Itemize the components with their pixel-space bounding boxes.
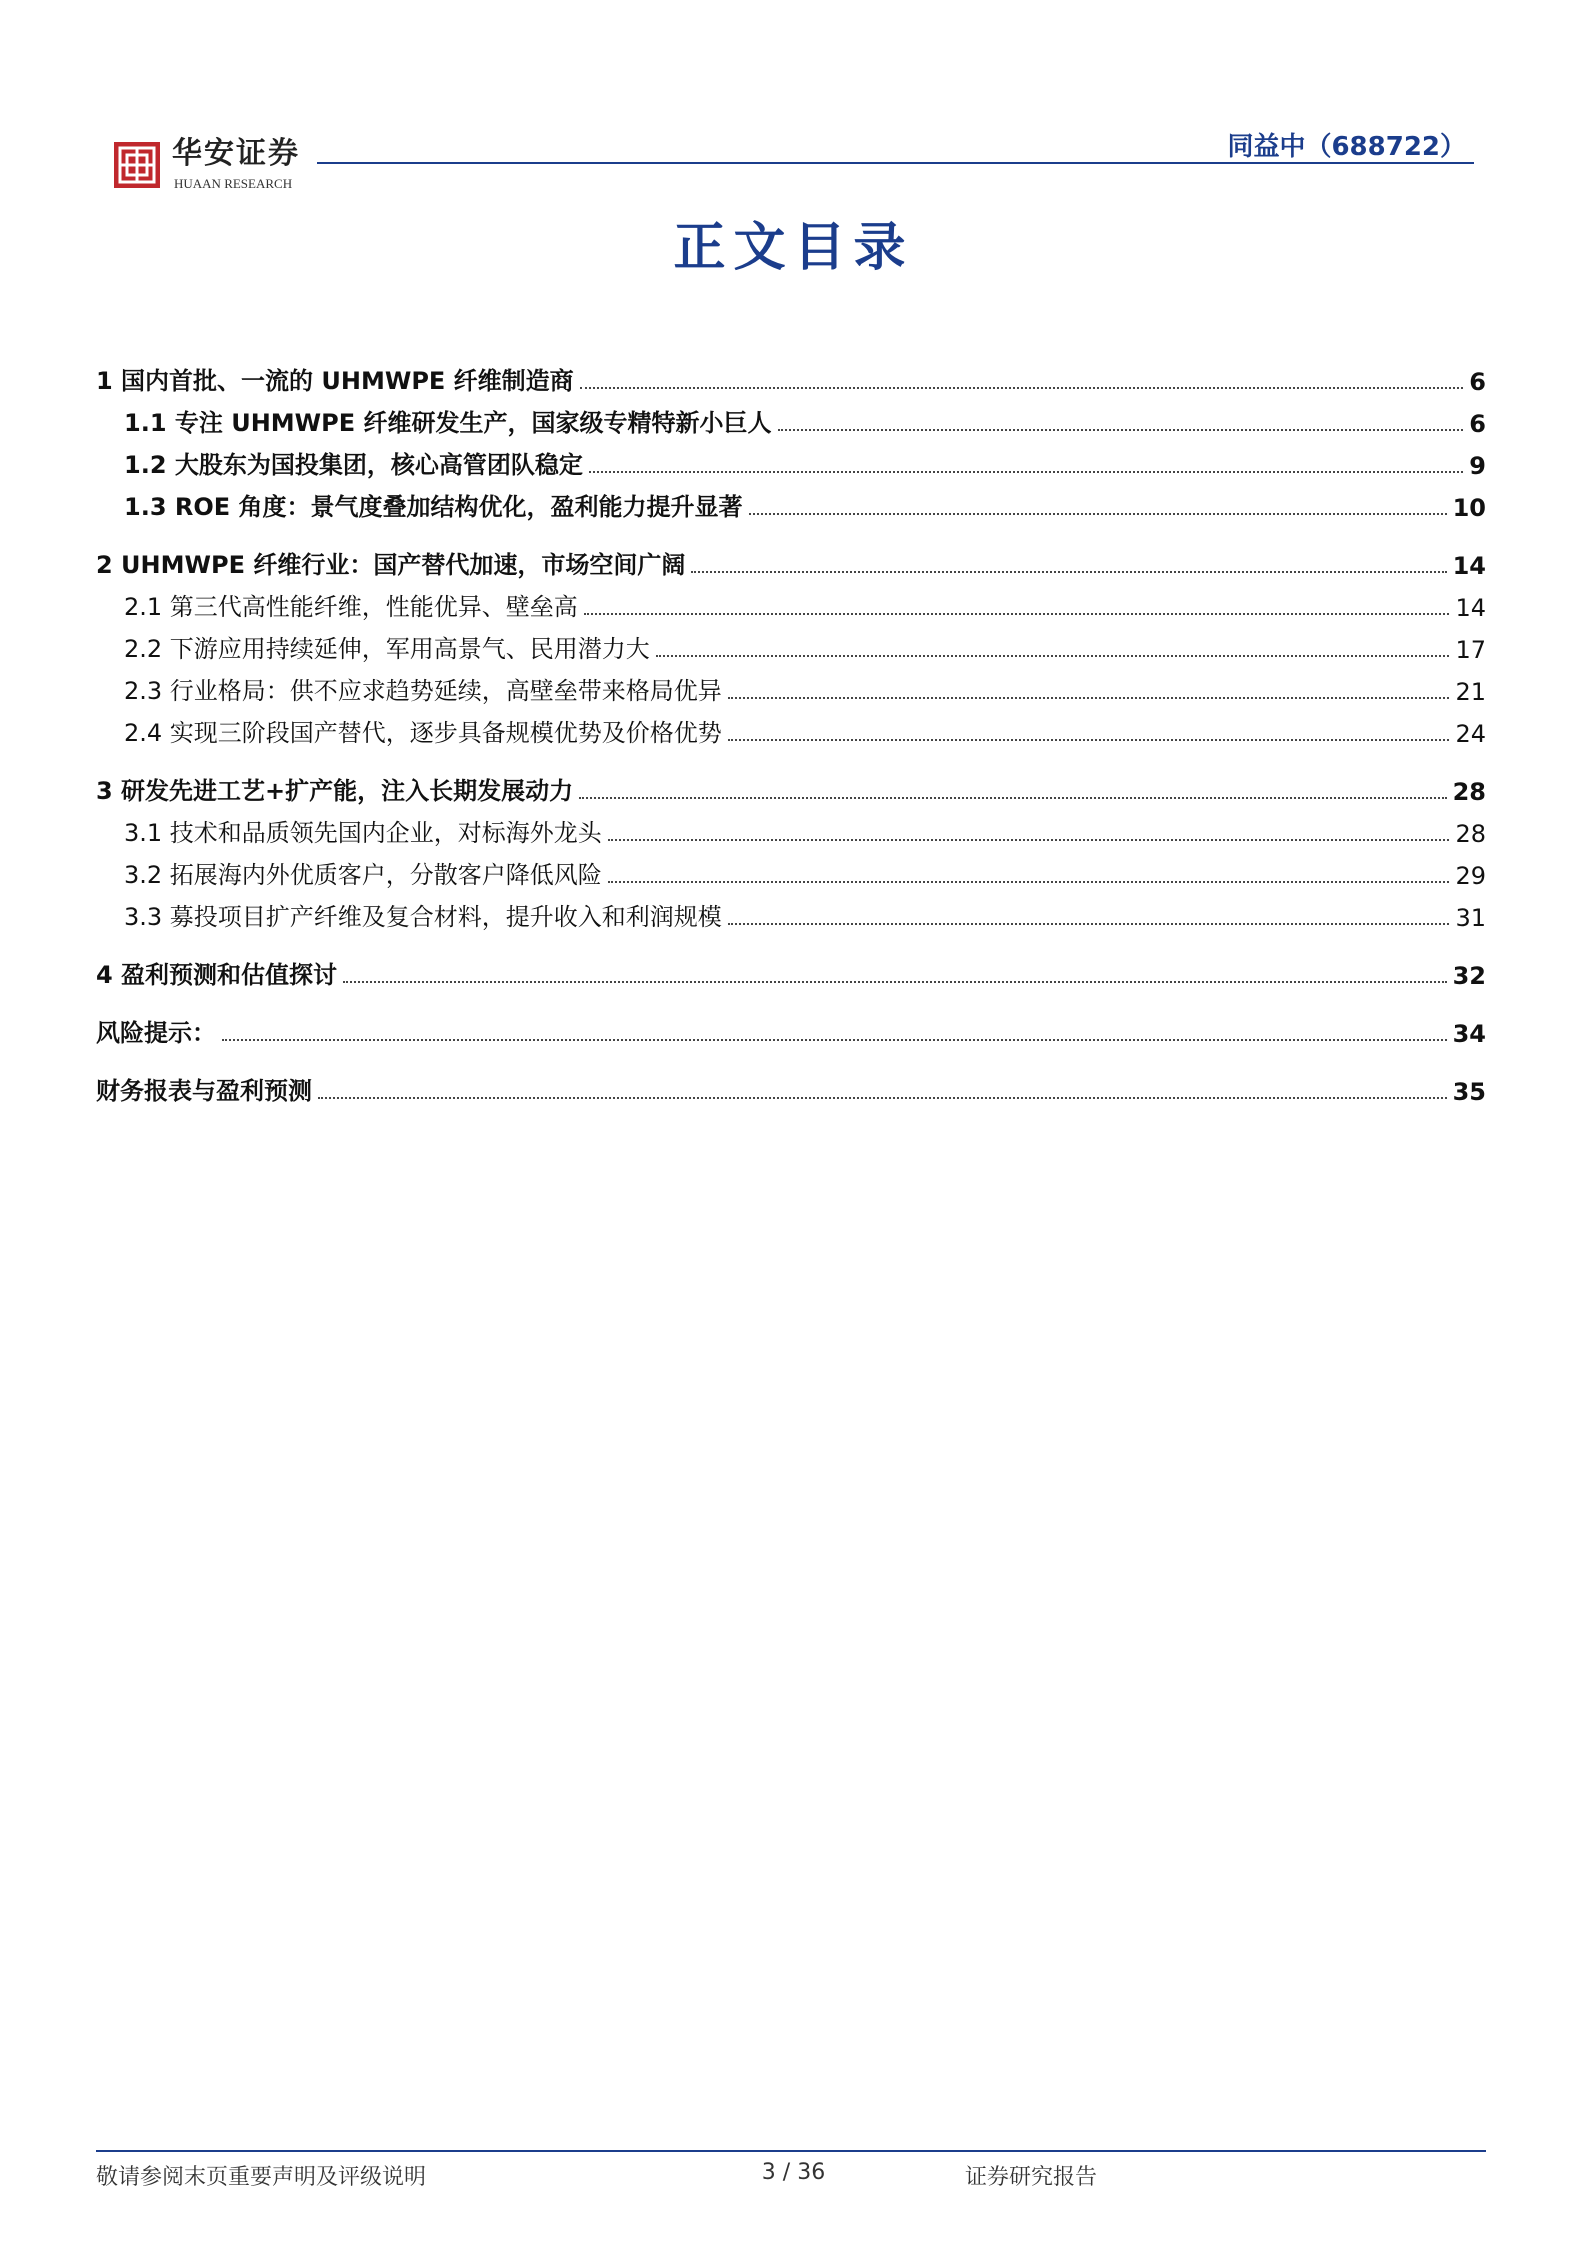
toc-entry-title: 1 国内首批、一流的 UHMWPE 纤维制造商 bbox=[96, 367, 574, 395]
toc-entry[interactable] bbox=[96, 708, 1486, 750]
toc-dot-leader bbox=[580, 387, 1464, 389]
toc-entry-page: 17 bbox=[1455, 636, 1486, 664]
toc-entry-title: 2.1 第三代高性能纤维，性能优异、壁垒高 bbox=[124, 593, 578, 621]
toc-entry[interactable] bbox=[96, 892, 1486, 934]
toc-entry-page: 6 bbox=[1469, 410, 1486, 438]
toc-entry-page: 24 bbox=[1455, 720, 1486, 748]
toc-entry[interactable] bbox=[96, 934, 1486, 992]
toc-entry[interactable] bbox=[96, 482, 1486, 524]
toc-entry-page: 14 bbox=[1452, 552, 1486, 580]
toc-entry-title: 3 研发先进工艺+扩产能，注入长期发展动力 bbox=[96, 777, 574, 805]
toc-dot-leader bbox=[728, 923, 1450, 925]
toc-entry-title: 2.4 实现三阶段国产替代，逐步具备规模优势及价格优势 bbox=[124, 719, 722, 747]
toc-entry-title: 2.2 下游应用持续延伸，军用高景气、民用潜力大 bbox=[124, 635, 650, 663]
brand-name-en: HUAAN RESEARCH bbox=[174, 176, 293, 191]
toc-entry-title: 1.1 专注 UHMWPE 纤维研发生产，国家级专精特新小巨人 bbox=[124, 409, 772, 437]
toc-entry-page: 29 bbox=[1455, 862, 1486, 890]
toc-dot-leader bbox=[749, 513, 1447, 515]
toc-dot-leader bbox=[584, 613, 1450, 615]
toc-entry-title: 3.1 技术和品质领先国内企业，对标海外龙头 bbox=[124, 819, 602, 847]
toc-entry[interactable] bbox=[96, 624, 1486, 666]
toc-entry-title: 1.2 大股东为国投集团，核心高管团队稳定 bbox=[124, 451, 583, 479]
toc-entry-page: 21 bbox=[1455, 678, 1486, 706]
toc-entry[interactable] bbox=[96, 850, 1486, 892]
toc-entry-page: 14 bbox=[1455, 594, 1486, 622]
toc-entry-page: 10 bbox=[1452, 494, 1486, 522]
toc-entry[interactable] bbox=[96, 666, 1486, 708]
toc-dot-leader bbox=[691, 571, 1446, 573]
footer-divider bbox=[96, 2150, 1486, 2152]
toc-dot-leader bbox=[778, 429, 1464, 431]
toc-dot-leader bbox=[608, 839, 1450, 841]
toc-dot-leader bbox=[728, 697, 1450, 699]
toc-entry[interactable] bbox=[96, 992, 1486, 1050]
toc-entry[interactable] bbox=[96, 440, 1486, 482]
table-of-contents bbox=[96, 340, 1486, 1108]
toc-entry-page: 34 bbox=[1452, 1020, 1486, 1048]
toc-dot-leader bbox=[656, 655, 1450, 657]
toc-entry-title: 2.3 行业格局：供不应求趋势延续，高壁垒带来格局优异 bbox=[124, 677, 722, 705]
huaan-logo-icon bbox=[112, 140, 162, 190]
page-number: 3 / 36 bbox=[761, 2160, 826, 2185]
toc-dot-leader bbox=[589, 471, 1463, 473]
toc-entry-page: 31 bbox=[1455, 904, 1486, 932]
footer-disclaimer: 敬请参阅末页重要声明及评级说明 bbox=[96, 2165, 427, 2190]
footer-report-type: 证券研究报告 bbox=[965, 2165, 1098, 2190]
toc-entry-title: 2 UHMWPE 纤维行业：国产替代加速，市场空间广阔 bbox=[96, 551, 686, 579]
toc-entry[interactable] bbox=[96, 524, 1486, 582]
header-divider bbox=[317, 162, 1474, 164]
toc-entry-title: 1.3 ROE 角度：景气度叠加结构优化，盈利能力提升显著 bbox=[124, 493, 743, 521]
toc-entry[interactable] bbox=[96, 750, 1486, 808]
toc-dot-leader bbox=[222, 1039, 1447, 1041]
page-title: 正文目录 bbox=[673, 217, 914, 278]
toc-entry-page: 32 bbox=[1452, 962, 1486, 990]
company-ticker: 同益中（688722） bbox=[1227, 132, 1466, 162]
toc-entry[interactable] bbox=[96, 398, 1486, 440]
toc-entry-page: 6 bbox=[1469, 368, 1486, 396]
toc-dot-leader bbox=[343, 981, 1447, 983]
toc-dot-leader bbox=[318, 1097, 1447, 1099]
toc-entry-title: 财务报表与盈利预测 bbox=[96, 1077, 312, 1105]
toc-entry-title: 4 盈利预测和估值探讨 bbox=[96, 961, 338, 989]
toc-dot-leader bbox=[608, 881, 1450, 883]
toc-entry-title: 3.3 募投项目扩产纤维及复合材料，提升收入和利润规模 bbox=[124, 903, 722, 931]
toc-entry-page: 28 bbox=[1455, 820, 1486, 848]
page-header bbox=[112, 118, 1474, 198]
toc-entry[interactable] bbox=[96, 1050, 1486, 1108]
toc-entry-page: 28 bbox=[1452, 778, 1486, 806]
toc-entry-title: 3.2 拓展海内外优质客户，分散客户降低风险 bbox=[124, 861, 602, 889]
toc-entry-title: 风险提示： bbox=[96, 1019, 216, 1047]
toc-dot-leader bbox=[728, 739, 1450, 741]
toc-entry-page: 9 bbox=[1469, 452, 1486, 480]
toc-entry-page: 35 bbox=[1452, 1078, 1486, 1106]
toc-entry[interactable] bbox=[96, 808, 1486, 850]
toc-entry[interactable] bbox=[96, 582, 1486, 624]
toc-entry[interactable] bbox=[96, 340, 1486, 398]
toc-dot-leader bbox=[579, 797, 1446, 799]
brand-name-cn: 华安证券 bbox=[172, 136, 300, 171]
